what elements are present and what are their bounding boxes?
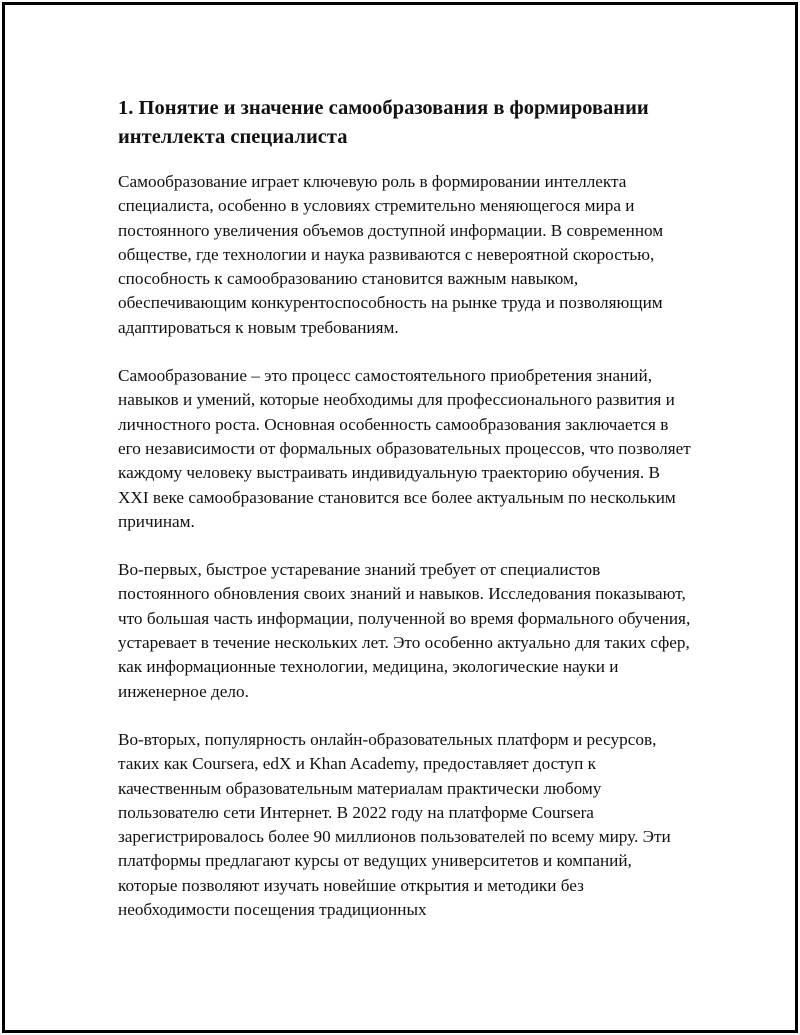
- section-heading: 1. Понятие и значение самообразования в формировании интеллекта специалиста: [118, 97, 649, 148]
- paragraph-1: Самообразование играет ключевую роль в формировании интеллекта специалиста, особенно в условиях стремительно меняющегося мира и постоянного увеличения объемов доступной информации. В современном обществе, где технологии и наука развиваются с невероятной скоростью, способность к самообразованию становится важным навыком, обеспечивающим конкурентоспособность на рынке труда и позволяющим адаптироваться к новым требованиям.: [118, 172, 664, 337]
- paragraph-3: Во-первых, быстрое устаревание знаний требует от специалистов постоянного обновления своих знаний и навыков. Исследования показывают, что большая часть информации, полученной во время формального обучения, устаревает в течение нескольких лет. Это особенно актуально для таких сфер, как информационные технологии, медицина, экологические науки и инженерное дело.: [118, 560, 691, 701]
- document-body: [118, 94, 693, 946]
- paragraph-2: Самообразование – это процесс самостоятельного приобретения знаний, навыков и умений, которые необходимы для профессионального развития и личностного роста. Основная особенность самообразования заключается в его независимости от формальных образовательных процессов, что позволяет каждому человеку выстраивать индивидуальную траекторию обучения. В XXI веке самообразование становится все более актуальным по нескольким причинам.: [118, 366, 691, 531]
- paragraph-4: Во-вторых, популярность онлайн-образовательных платформ и ресурсов, таких как Coursera, edX и Khan Academy, предоставляет доступ к качественным образовательным материалам практически любому пользователю сети Интернет. В 2022 году на платформе Coursera зарегистрировалось более 90 миллионов пользователей по всему миру. Эти платформы предлагают курсы от ведущих университетов и компаний, которые позволяют изучать новейшие открытия и методики без необходимости посещения традиционных: [118, 729, 671, 920]
